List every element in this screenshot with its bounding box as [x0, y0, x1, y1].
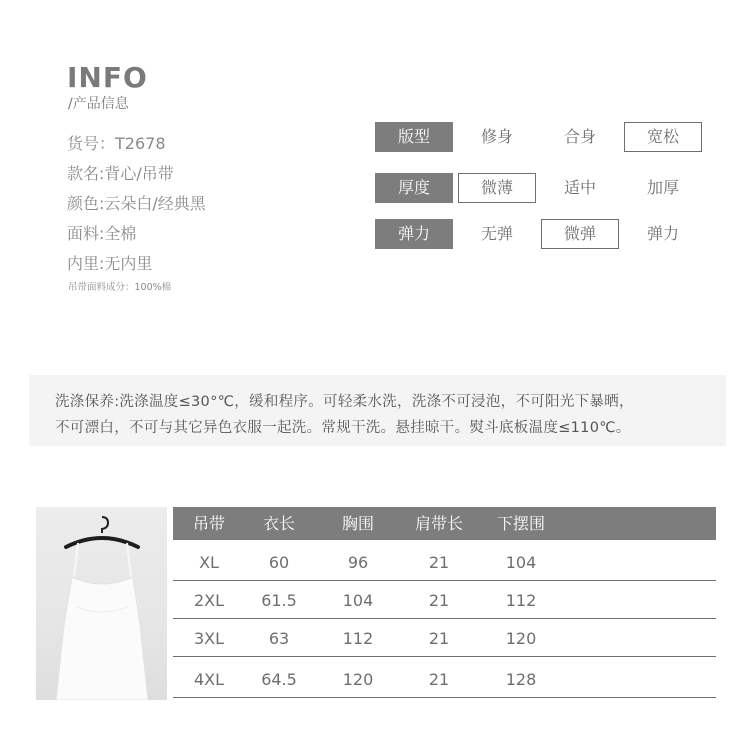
- spec-item-color: 颜色:云朵白/经典黑: [67, 194, 206, 213]
- chest-cell: 112: [342, 629, 374, 648]
- hem-cell: 128: [505, 670, 537, 689]
- spec-item-fabric: 面料:全棉: [67, 224, 137, 243]
- length-cell: 63: [268, 629, 290, 648]
- attr-option-selected[interactable]: 微弹: [541, 219, 619, 249]
- header-cell: 衣长: [262, 514, 295, 533]
- attr-option[interactable]: 合身: [563, 127, 596, 146]
- size-cell: XL: [199, 553, 219, 572]
- spec-item-number: 货号：T2678: [67, 134, 166, 153]
- info-subtitle: /产品信息: [68, 96, 129, 112]
- care-line: 不可漂白，不可与其它异色衣服一起洗。常规干洗。悬挂晾干。熨斗底板温度≤110℃。: [55, 420, 631, 436]
- length-cell: 64.5: [261, 670, 297, 689]
- header-cell: 肩带长: [414, 514, 463, 533]
- attr-row-thickness: [375, 173, 715, 203]
- hem-cell: 112: [505, 591, 537, 610]
- strap-cell: 21: [428, 591, 450, 610]
- camisole-illustration: [36, 507, 167, 700]
- chest-cell: 104: [342, 591, 374, 610]
- chest-cell: 96: [347, 553, 369, 572]
- care-line: 洗涤保养:洗涤温度≤30°℃，缓和程序。可轻柔水洗，洗涤不可浸泡，不可阳光下暴晒，: [55, 394, 634, 410]
- attr-option[interactable]: 适中: [563, 178, 596, 197]
- attr-option-selected[interactable]: 微薄: [458, 173, 536, 203]
- product-photo: [36, 507, 167, 700]
- attr-option[interactable]: 弹力: [646, 224, 679, 243]
- size-cell: 3XL: [193, 629, 225, 648]
- size-table-header: [173, 507, 716, 540]
- header-cell: 吊带: [192, 514, 225, 533]
- care-instructions: [55, 389, 705, 441]
- header-cell: 胸围: [341, 514, 374, 533]
- fabric-note: 吊带面料成分：100%棉: [68, 282, 172, 293]
- attr-label: 版型: [375, 122, 453, 152]
- strap-cell: 21: [428, 553, 450, 572]
- spec-item-style: 款名:背心/吊带: [67, 164, 174, 183]
- hem-cell: 120: [505, 629, 537, 648]
- size-cell: 4XL: [193, 670, 225, 689]
- length-cell: 61.5: [261, 591, 297, 610]
- size-cell: 2XL: [193, 591, 225, 610]
- spec-list: [67, 133, 206, 283]
- table-row: [173, 660, 716, 698]
- attr-row-fit: [375, 122, 715, 152]
- info-title: INFO: [67, 61, 148, 94]
- strap-cell: 21: [428, 629, 450, 648]
- header-cell: 下摆围: [496, 514, 545, 533]
- attr-option[interactable]: 修身: [480, 127, 513, 146]
- attr-option[interactable]: 加厚: [646, 178, 679, 197]
- attr-label: 弹力: [375, 219, 453, 249]
- strap-cell: 21: [428, 670, 450, 689]
- attr-label: 厚度: [375, 173, 453, 203]
- table-row: [173, 619, 716, 657]
- attr-option[interactable]: 无弹: [480, 224, 513, 243]
- attr-option-selected[interactable]: 宽松: [624, 122, 702, 152]
- spec-item-lining: 内里:无内里: [67, 254, 153, 273]
- chest-cell: 120: [342, 670, 374, 689]
- table-row: [173, 581, 716, 619]
- table-row: [173, 543, 716, 581]
- hem-cell: 104: [505, 553, 537, 572]
- attr-row-elasticity: [375, 219, 715, 249]
- length-cell: 60: [268, 553, 290, 572]
